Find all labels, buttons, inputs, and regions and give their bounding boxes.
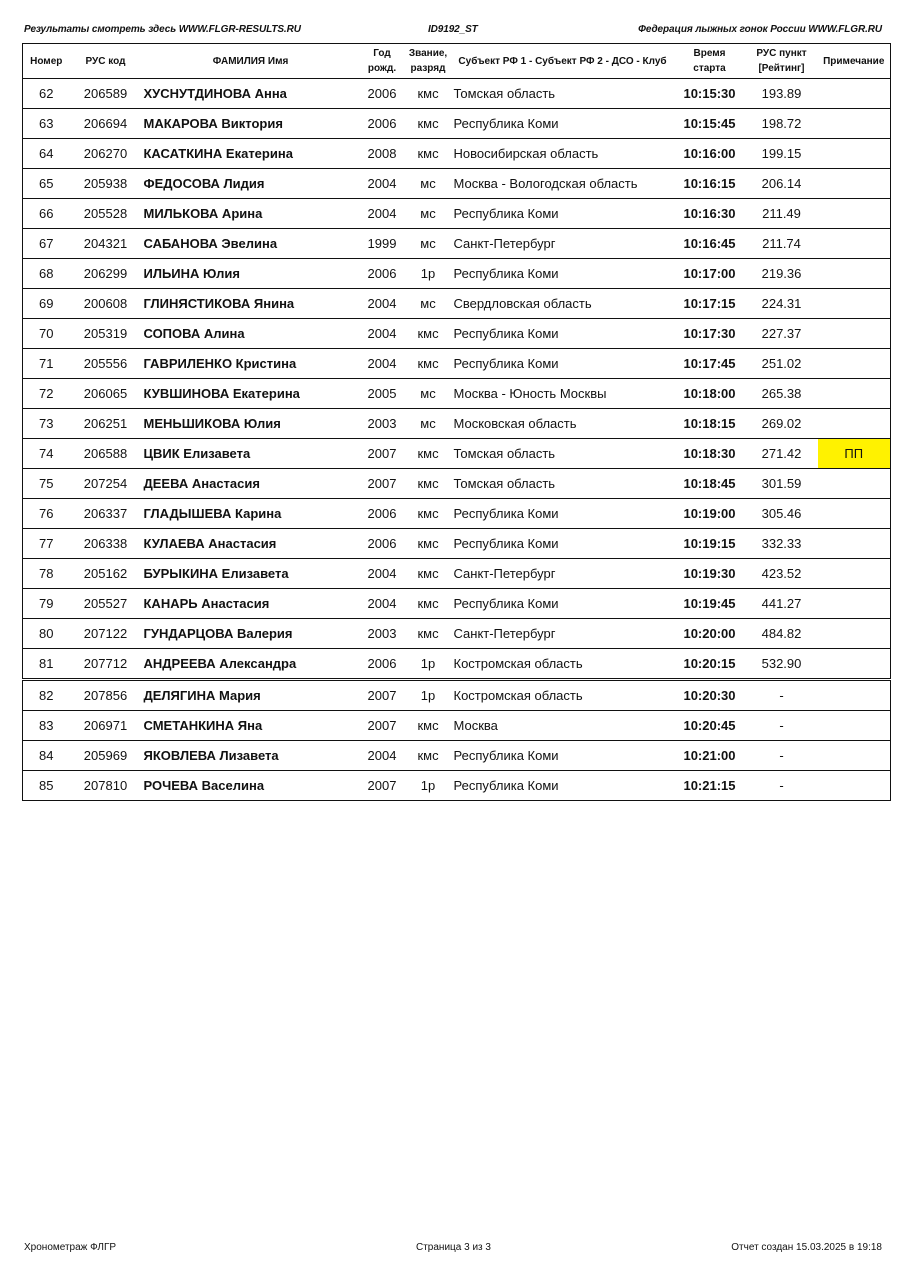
cell-year: 2007 (360, 469, 405, 499)
cell-year: 2006 (360, 109, 405, 139)
cell-pts: 211.49 (746, 199, 818, 229)
cell-year: 2007 (360, 771, 405, 801)
cell-rus: 207254 (70, 469, 142, 499)
cell-rus: 207856 (70, 680, 142, 711)
table-row (23, 469, 891, 499)
cell-note (818, 559, 891, 589)
cell-pts: 265.38 (746, 379, 818, 409)
cell-time: 10:17:15 (674, 289, 746, 319)
cell-year: 2006 (360, 649, 405, 680)
cell-rus: 206299 (70, 259, 142, 289)
cell-note (818, 529, 891, 559)
cell-name: ДЕЛЯГИНА Мария (142, 680, 360, 711)
cell-name: САБАНОВА Эвелина (142, 229, 360, 259)
cell-rus: 206338 (70, 529, 142, 559)
page-header (22, 24, 884, 40)
cell-pts: 332.33 (746, 529, 818, 559)
table-row (23, 499, 891, 529)
cell-time: 10:16:00 (674, 139, 746, 169)
cell-rus: 205528 (70, 199, 142, 229)
cell-rank: кмс (405, 439, 452, 469)
cell-rank: 1р (405, 771, 452, 801)
cell-region: Москва - Вологодская область (452, 169, 674, 199)
table-row (23, 379, 891, 409)
cell-note (818, 109, 891, 139)
cell-note (818, 409, 891, 439)
table-row (23, 169, 891, 199)
cell-note: ПП (818, 439, 891, 469)
federation-text: Федерация лыжных гонок России WWW.FLGR.RU (638, 24, 882, 35)
cell-year: 2003 (360, 619, 405, 649)
header-rank-line2: разряд (410, 63, 446, 74)
header-region: Субъект РФ 1 - Субъект РФ 2 - ДСО - Клуб (452, 44, 674, 79)
table-row (23, 259, 891, 289)
cell-pts: 199.15 (746, 139, 818, 169)
cell-num: 77 (23, 529, 70, 559)
cell-time: 10:17:00 (674, 259, 746, 289)
cell-pts: 532.90 (746, 649, 818, 680)
cell-region: Новосибирская область (452, 139, 674, 169)
cell-note (818, 349, 891, 379)
cell-rank: кмс (405, 741, 452, 771)
cell-pts: 193.89 (746, 79, 818, 109)
cell-time: 10:15:30 (674, 79, 746, 109)
cell-region: Московская область (452, 409, 674, 439)
cell-rus: 207122 (70, 619, 142, 649)
cell-year: 2004 (360, 169, 405, 199)
cell-year: 2007 (360, 711, 405, 741)
cell-name: ДЕЕВА Анастасия (142, 469, 360, 499)
table-body (23, 79, 891, 801)
cell-rus: 205319 (70, 319, 142, 349)
cell-pts: - (746, 771, 818, 801)
cell-name: КАСАТКИНА Екатерина (142, 139, 360, 169)
cell-pts: - (746, 680, 818, 711)
cell-rank: кмс (405, 529, 452, 559)
cell-note (818, 199, 891, 229)
cell-year: 2006 (360, 499, 405, 529)
cell-rank: кмс (405, 711, 452, 741)
cell-num: 84 (23, 741, 70, 771)
cell-region: Костромская область (452, 680, 674, 711)
cell-rus: 206270 (70, 139, 142, 169)
cell-region: Республика Коми (452, 741, 674, 771)
header-note: Примечание (818, 44, 891, 79)
cell-year: 2006 (360, 259, 405, 289)
cell-region: Санкт-Петербург (452, 229, 674, 259)
cell-note (818, 499, 891, 529)
cell-time: 10:21:00 (674, 741, 746, 771)
table-row (23, 319, 891, 349)
table-row (23, 559, 891, 589)
cell-region: Республика Коми (452, 319, 674, 349)
cell-num: 80 (23, 619, 70, 649)
cell-num: 83 (23, 711, 70, 741)
cell-region: Санкт-Петербург (452, 619, 674, 649)
table-row (23, 79, 891, 109)
cell-time: 10:19:45 (674, 589, 746, 619)
cell-pts: 271.42 (746, 439, 818, 469)
cell-name: ФЕДОСОВА Лидия (142, 169, 360, 199)
cell-note (818, 680, 891, 711)
cell-time: 10:20:00 (674, 619, 746, 649)
cell-time: 10:19:15 (674, 529, 746, 559)
cell-num: 68 (23, 259, 70, 289)
header-year (360, 44, 405, 79)
cell-rus: 206588 (70, 439, 142, 469)
cell-name: СМЕТАНКИНА Яна (142, 711, 360, 741)
cell-rus: 205969 (70, 741, 142, 771)
cell-pts: 198.72 (746, 109, 818, 139)
cell-name: ГЛИНЯСТИКОВА Янина (142, 289, 360, 319)
cell-pts: 301.59 (746, 469, 818, 499)
cell-rank: мс (405, 199, 452, 229)
cell-rank: кмс (405, 349, 452, 379)
cell-rus: 205938 (70, 169, 142, 199)
cell-num: 70 (23, 319, 70, 349)
cell-region: Республика Коми (452, 349, 674, 379)
cell-rank: мс (405, 379, 452, 409)
cell-rank: кмс (405, 589, 452, 619)
cell-note (818, 169, 891, 199)
cell-region: Республика Коми (452, 499, 674, 529)
cell-year: 2005 (360, 379, 405, 409)
table-row (23, 229, 891, 259)
cell-pts: 441.27 (746, 589, 818, 619)
cell-rank: кмс (405, 319, 452, 349)
cell-note (818, 79, 891, 109)
table-row (23, 711, 891, 741)
cell-region: Санкт-Петербург (452, 559, 674, 589)
cell-time: 10:20:45 (674, 711, 746, 741)
cell-region: Томская область (452, 439, 674, 469)
cell-note (818, 229, 891, 259)
cell-rus: 206251 (70, 409, 142, 439)
cell-year: 2004 (360, 319, 405, 349)
cell-rus: 207712 (70, 649, 142, 680)
cell-rank: кмс (405, 619, 452, 649)
cell-region: Свердловская область (452, 289, 674, 319)
cell-region: Москва (452, 711, 674, 741)
cell-note (818, 379, 891, 409)
cell-name: МАКАРОВА Виктория (142, 109, 360, 139)
cell-rank: кмс (405, 499, 452, 529)
cell-name: РОЧЕВА Васелина (142, 771, 360, 801)
table-row (23, 589, 891, 619)
header-year-line2: рожд. (367, 63, 397, 74)
cell-year: 2004 (360, 289, 405, 319)
table-row (23, 741, 891, 771)
cell-year: 2004 (360, 741, 405, 771)
cell-year: 2004 (360, 199, 405, 229)
table-row (23, 680, 891, 711)
header-time-line1: Время (693, 48, 726, 59)
table-header-row (23, 44, 891, 79)
cell-rank: кмс (405, 469, 452, 499)
cell-num: 74 (23, 439, 70, 469)
cell-rus: 205162 (70, 559, 142, 589)
cell-rus: 204321 (70, 229, 142, 259)
cell-name: ХУСНУТДИНОВА Анна (142, 79, 360, 109)
cell-rus: 206589 (70, 79, 142, 109)
cell-rank: кмс (405, 559, 452, 589)
cell-time: 10:16:45 (674, 229, 746, 259)
table-row (23, 409, 891, 439)
cell-name: ГУНДАРЦОВА Валерия (142, 619, 360, 649)
header-pts (746, 44, 818, 79)
header-rank-line1: Звание, (408, 48, 448, 59)
cell-num: 82 (23, 680, 70, 711)
header-pts-line1: РУС пункт (756, 48, 807, 59)
cell-note (818, 711, 891, 741)
cell-note (818, 771, 891, 801)
cell-time: 10:17:45 (674, 349, 746, 379)
cell-rus: 206337 (70, 499, 142, 529)
cell-num: 78 (23, 559, 70, 589)
table-row (23, 199, 891, 229)
cell-rus: 206694 (70, 109, 142, 139)
cell-name: ИЛЬИНА Юлия (142, 259, 360, 289)
cell-pts: 227.37 (746, 319, 818, 349)
cell-time: 10:21:15 (674, 771, 746, 801)
cell-name: АНДРЕЕВА Александра (142, 649, 360, 680)
cell-rank: кмс (405, 79, 452, 109)
cell-rus: 206065 (70, 379, 142, 409)
cell-region: Республика Коми (452, 199, 674, 229)
cell-num: 72 (23, 379, 70, 409)
cell-rank: мс (405, 289, 452, 319)
cell-num: 71 (23, 349, 70, 379)
cell-time: 10:18:00 (674, 379, 746, 409)
cell-time: 10:19:00 (674, 499, 746, 529)
cell-num: 73 (23, 409, 70, 439)
cell-pts: 206.14 (746, 169, 818, 199)
cell-rank: 1р (405, 649, 452, 680)
cell-note (818, 589, 891, 619)
cell-region: Республика Коми (452, 771, 674, 801)
cell-region: Москва - Юность Москвы (452, 379, 674, 409)
cell-pts: 484.82 (746, 619, 818, 649)
cell-rank: кмс (405, 139, 452, 169)
footer-page-number: Страница 3 из 3 (416, 1242, 491, 1253)
table-row (23, 771, 891, 801)
cell-rank: 1р (405, 259, 452, 289)
cell-time: 10:16:15 (674, 169, 746, 199)
cell-region: Республика Коми (452, 589, 674, 619)
cell-region: Республика Коми (452, 529, 674, 559)
cell-num: 69 (23, 289, 70, 319)
cell-rank: мс (405, 409, 452, 439)
cell-name: КУЛАЕВА Анастасия (142, 529, 360, 559)
cell-num: 79 (23, 589, 70, 619)
cell-name: МЕНЬШИКОВА Юлия (142, 409, 360, 439)
cell-name: ЯКОВЛЕВА Лизавета (142, 741, 360, 771)
cell-year: 2007 (360, 680, 405, 711)
cell-year: 2008 (360, 139, 405, 169)
cell-year: 1999 (360, 229, 405, 259)
cell-time: 10:18:15 (674, 409, 746, 439)
header-pts-line2: [Рейтинг] (758, 63, 805, 74)
cell-num: 85 (23, 771, 70, 801)
cell-num: 67 (23, 229, 70, 259)
table-row (23, 109, 891, 139)
cell-num: 76 (23, 499, 70, 529)
cell-pts: - (746, 711, 818, 741)
cell-rank: мс (405, 169, 452, 199)
cell-time: 10:16:30 (674, 199, 746, 229)
race-id: ID9192_ST (428, 24, 478, 35)
table-row (23, 349, 891, 379)
cell-name: СОПОВА Алина (142, 319, 360, 349)
footer-created: Отчет создан 15.03.2025 в 19:18 (731, 1242, 882, 1253)
header-year-line1: Год (373, 48, 391, 59)
cell-name: ГЛАДЫШЕВА Карина (142, 499, 360, 529)
cell-year: 2004 (360, 559, 405, 589)
cell-name: МИЛЬКОВА Арина (142, 199, 360, 229)
cell-note (818, 259, 891, 289)
header-rus: РУС код (70, 44, 142, 79)
cell-region: Томская область (452, 469, 674, 499)
cell-time: 10:15:45 (674, 109, 746, 139)
cell-rus: 205556 (70, 349, 142, 379)
cell-name: ЦВИК Елизавета (142, 439, 360, 469)
cell-time: 10:19:30 (674, 559, 746, 589)
cell-pts: - (746, 741, 818, 771)
cell-note (818, 139, 891, 169)
cell-note (818, 619, 891, 649)
cell-num: 75 (23, 469, 70, 499)
cell-num: 65 (23, 169, 70, 199)
cell-year: 2003 (360, 409, 405, 439)
cell-num: 62 (23, 79, 70, 109)
cell-name: БУРЫКИНА Елизавета (142, 559, 360, 589)
cell-name: КАНАРЬ Анастасия (142, 589, 360, 619)
table-row (23, 529, 891, 559)
cell-pts: 269.02 (746, 409, 818, 439)
cell-year: 2006 (360, 79, 405, 109)
cell-num: 66 (23, 199, 70, 229)
cell-rank: мс (405, 229, 452, 259)
cell-year: 2007 (360, 439, 405, 469)
cell-name: КУВШИНОВА Екатерина (142, 379, 360, 409)
table-row (23, 139, 891, 169)
cell-time: 10:20:30 (674, 680, 746, 711)
cell-note (818, 741, 891, 771)
results-link-text: Результаты смотреть здесь WWW.FLGR-RESULTS.RU (24, 24, 301, 35)
cell-rus: 207810 (70, 771, 142, 801)
cell-name: ГАВРИЛЕНКО Кристина (142, 349, 360, 379)
table-row (23, 439, 891, 469)
cell-rank: кмс (405, 109, 452, 139)
cell-rus: 200608 (70, 289, 142, 319)
start-list-table (22, 43, 891, 801)
cell-pts: 219.36 (746, 259, 818, 289)
cell-pts: 224.31 (746, 289, 818, 319)
header-name: ФАМИЛИЯ Имя (142, 44, 360, 79)
cell-note (818, 319, 891, 349)
cell-note (818, 469, 891, 499)
cell-num: 81 (23, 649, 70, 680)
cell-rus: 206971 (70, 711, 142, 741)
cell-region: Костромская область (452, 649, 674, 680)
header-rank (405, 44, 452, 79)
header-time-line2: старта (693, 63, 726, 74)
header-num: Номер (23, 44, 70, 79)
cell-region: Республика Коми (452, 259, 674, 289)
cell-region: Томская область (452, 79, 674, 109)
cell-time: 10:18:45 (674, 469, 746, 499)
cell-rank: 1р (405, 680, 452, 711)
cell-pts: 423.52 (746, 559, 818, 589)
table-row (23, 649, 891, 680)
cell-pts: 305.46 (746, 499, 818, 529)
cell-note (818, 649, 891, 680)
cell-year: 2004 (360, 349, 405, 379)
cell-note (818, 289, 891, 319)
cell-pts: 211.74 (746, 229, 818, 259)
footer-timing: Хронометраж ФЛГР (24, 1242, 117, 1253)
cell-time: 10:20:15 (674, 649, 746, 680)
table-row (23, 619, 891, 649)
cell-num: 64 (23, 139, 70, 169)
table-row (23, 289, 891, 319)
header-time (674, 44, 746, 79)
cell-rus: 205527 (70, 589, 142, 619)
cell-pts: 251.02 (746, 349, 818, 379)
cell-time: 10:18:30 (674, 439, 746, 469)
cell-time: 10:17:30 (674, 319, 746, 349)
cell-num: 63 (23, 109, 70, 139)
cell-region: Республика Коми (452, 109, 674, 139)
page-footer (22, 1242, 884, 1256)
cell-year: 2004 (360, 589, 405, 619)
cell-year: 2006 (360, 529, 405, 559)
